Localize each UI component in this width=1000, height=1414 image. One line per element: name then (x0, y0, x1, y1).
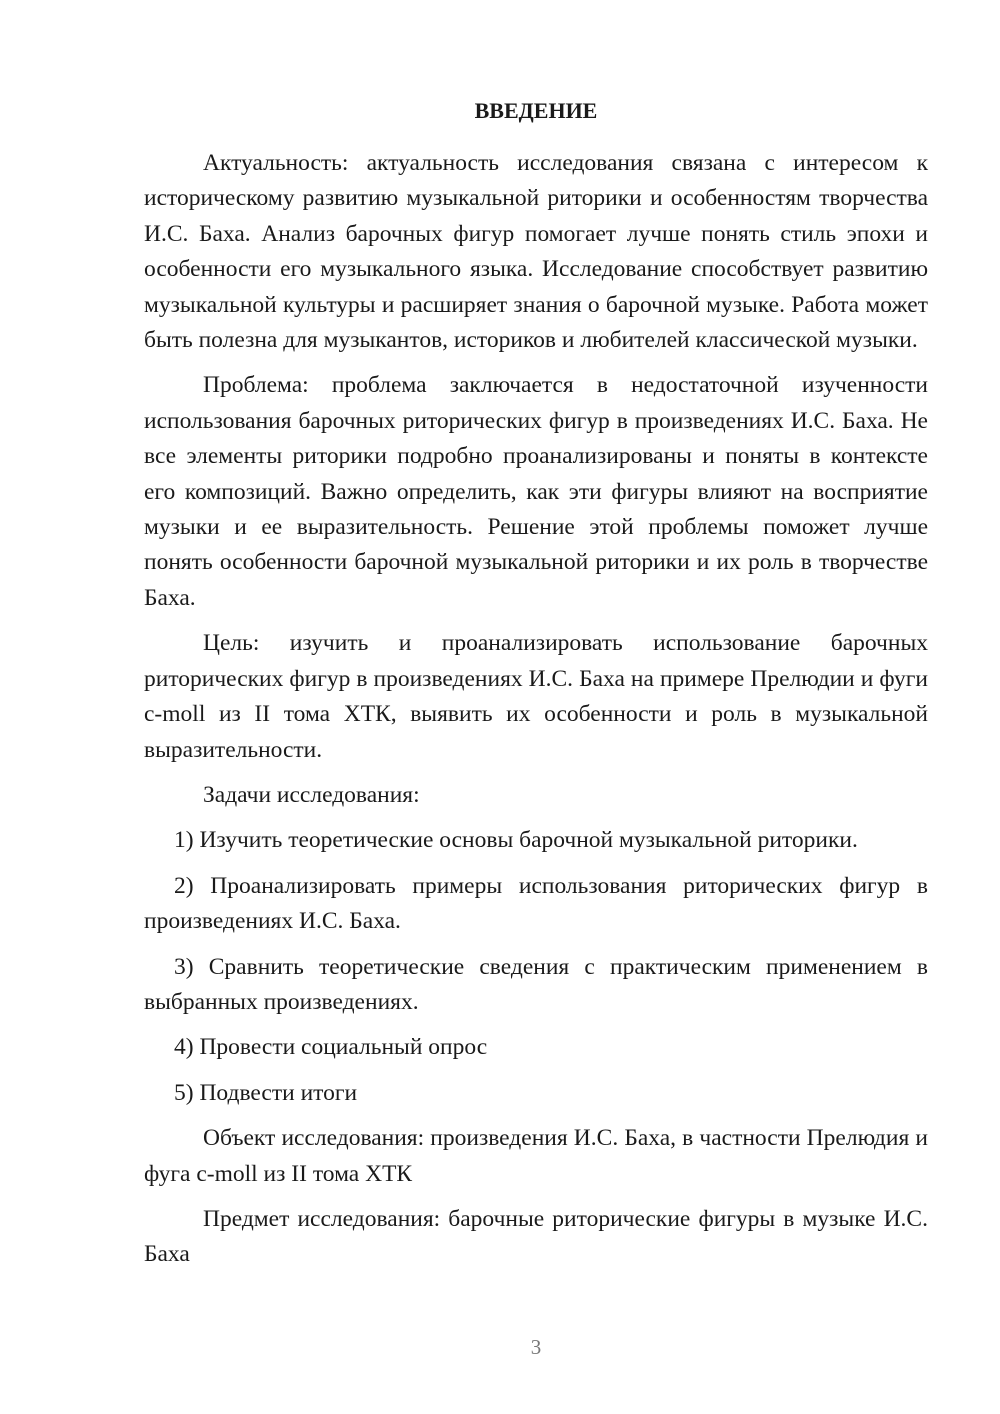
problem-paragraph: Проблема: проблема заключается в недостаточной изученности использования барочных риторических фигур в произведениях И.С. Баха. Не все элементы риторики подробно проанализированы и поняты в контексте его композиций. Важно определить, как эти фигуры влияют на восприятие музыки и ее выразительность. Решение этой проблемы поможет лучше понять особенности барочной музыкальной риторики и их роль в творчестве Баха. (144, 372, 928, 611)
task-item-1: 1) Изучить теоретические основы барочной музыкальной риторики. (174, 827, 858, 854)
goal-paragraph: Цель: изучить и проанализировать использование барочных риторических фигур в произведениях И.С. Баха на примере Прелюдии и фуги c-moll из II тома ХТК, выявить их особенности и роль в музыкальной выразительности. (144, 630, 928, 763)
task-item-3: 3) Сравнить теоретические сведения с практическим применением в выбранных произведениях. (144, 953, 928, 1015)
task-item-2: 2) Проанализировать примеры использования риторических фигур в произведениях И.С. Баха. (144, 872, 928, 935)
research-object-paragraph: Объект исследования: произведения И.С. Баха, в частности Прелюдия и фуга c-moll из II тома ХТК (144, 1125, 928, 1187)
task-item-4: 4) Провести социальный опрос (174, 1034, 488, 1061)
section-title: ВВЕДЕНИЕ (474, 98, 598, 123)
relevance-paragraph: Актуальность: актуальность исследования связана с интересом к историческому развитию музыкальной риторики и особенностям творчества И.С. Баха. Анализ барочных фигур помогает лучше понять стиль эпохи и особенности его музыкального языка. Исследование способствует развитию музыкальной культуры и расширяет знания о барочной музыке. Работа может быть полезна для музыкантов, историков и любителей классической музыки. (144, 150, 928, 354)
research-subject-paragraph: Предмет исследования: барочные риторические фигуры в музыке И.С. Баха (144, 1205, 928, 1268)
task-item-5: 5) Подвести итоги (174, 1079, 358, 1106)
document-body (144, 91, 928, 1283)
tasks-heading: Задачи исследования: (203, 781, 420, 808)
page-number: 3 (530, 1335, 542, 1359)
